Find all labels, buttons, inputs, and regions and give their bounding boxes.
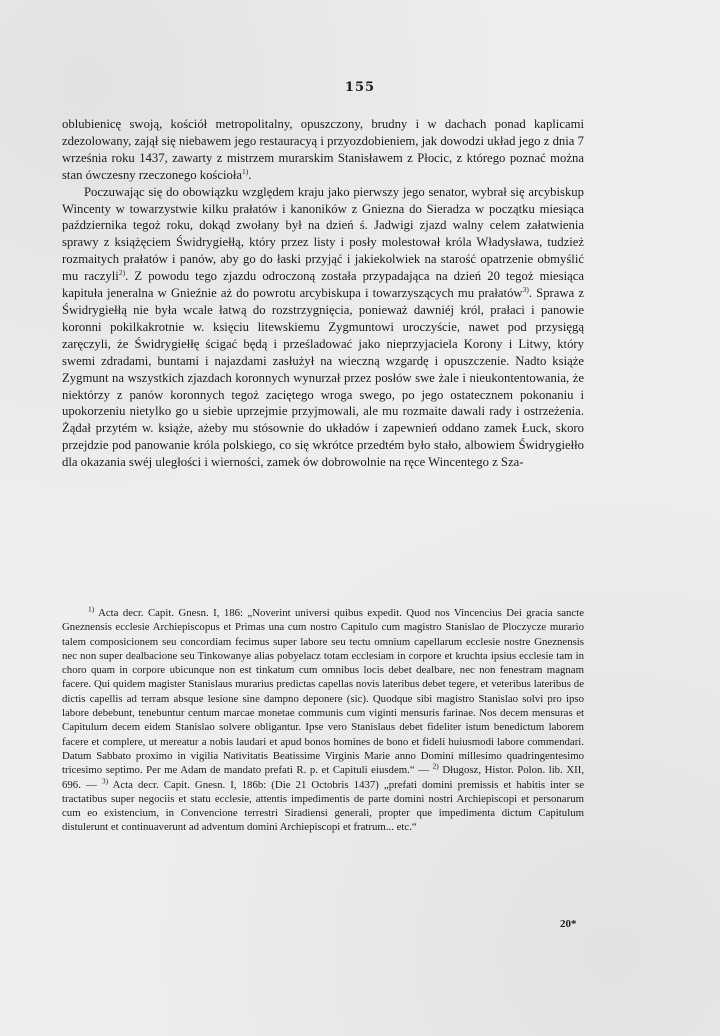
footnote-mark-1: 1) — [88, 604, 95, 614]
footnote-ref-3: 3) — [522, 284, 529, 294]
page-number: 155 — [344, 80, 376, 95]
paragraph-2-text-c: . Sprawa z Świdrygiełłą nie była wcale łatwą do rozstrzygnięcia, ponieważ dawniéj król, prałaci i panowie koronni pokilkakrotnie w. księciu litewskiemu Zygmuntowi uroczyście, nawet pod przysięgą zaręczyli, że Świdrygiełłę ścigać będą i prześladować jako nieprzyjaciela Korony i Litwy, który swemi zdradami, buntami i najazdami zasłużył na wieczną wzgardę i opuszczenie. Nadto książe Zygmunt na wszystkich zjazdach koronnych wynurzał przez posłów swe żale i nieukontentowania, że niektórzy z panów koronnych tegoż zaciętego wroga swego, po jego ostatecznem pokonaniu i upokorzeniu nietylko go u siebie uprzejmie przyjmowali, ale mu rozmaite dawali rady i ostrzeżenia. Żądał przytém w. książe, ażeby mu stósownie do układów i zapewnień oddano zamek Łuck, skoro przejdzie pod panowanie króla polskiego, co się wkrótce przedtém było stało, albowiem Świdrygiełło dla okazania swéj uległości i wierności, zamek ów dobrowolnie na ręce Wincentego z Sza- — [62, 286, 584, 470]
footnote-ref-2: 2) — [118, 267, 126, 277]
footnote-1-text: Acta decr. Capit. Gnesn. I, 186: „Noverint universi quibus expedit. Quod nos Vincencius Dei gracia sancte Gneznensis ecclesie Archiepiscopus et Primas una cum nostro Capitulo cum magistro Stanislao de Ploczycze murario talem composicionem seu concordiam fecimus super labore seu tectu omnium capellarum ecclesie nostre Gneznensis nec non super dealbacione seu Tinkowanye alias pobyelacz totam ecclesiam in corpore et kruchta ipsius ecclesie tam in choro quam in corpore ubicunque non est tinkatum cum omnibus locis debet dealbare, nec non fenestram magnam facere. Qui quidem magister Stanislaus murarius predictas capellas novis lateribus debet tegere, et veteribus lateribus de dictis capellis ad terram absque lesione sine dampno deponere (sic). Quodque sibi magistro Stanislao solvi pro ipso labore debebunt, tenebuntur centum marcae monetae communis cum viginti mensuris farinae. Nos decem mensuras et Capitulum decem eidem Stanislao solvere obligantur. Ipse vero Stanislaus debet fideliter istum benedictum laborem facere et complere, ut mereatur a nobis laudari et apud bonos homines de bono et fideli huiusmodi labore commendari. Datum Sabbato proximo in vigilia Nativitatis Beatissime Virginis Marie anno Domini millesimo quadringentesimo tricesimo septimo. Per me Adam de mandato prefati R. p. et Capituli eiusdem.“ — — [62, 607, 584, 777]
footnote-3-text: Acta decr. Capit. Gnesn. I, 186b: (Die 21 Octobris 1437) „prefati domini premissis et habitis inter se tractatibus super negociis et statu ecclesie, attentis impedimentis de parte domini nostri Archiepiscopi et personarum cum eo existencium, in Convencione terrestri Siradiensi generali, propter que impedimenta dictum Capitulum distulerunt et continuaverunt ad adventum domini Archiepiscopi et fratrum... etc.“ — [62, 778, 585, 834]
paragraph-2-text-b: . Z powodu tego zjazdu odroczoną została przypadająca na dzień 20 tegoż miesiąca kapituła jeneralna w Gnieźnie aż do powrotu arcybiskupa i towarzyszących mu prałatów — [62, 269, 584, 301]
footnotes — [62, 606, 584, 835]
footnote-mark-3: 3) — [101, 775, 109, 785]
footnote-ref-1: 1) — [242, 166, 249, 176]
footnote-mark-2: 2) — [432, 761, 439, 771]
main-text — [62, 116, 584, 471]
paragraph-2 — [62, 184, 584, 471]
paragraph-1-text: oblubienicę swoją, kościół metropolitalny, opuszczony, brudny i w dachach ponad kaplicami zdezolowany, zajął się niebawem jego restauracyą i przyozdobieniem, jak dowodzi układ jego z dnia 7 września roku 1437, zawarty z mistrzem murarskim Stanisławem z Płocic, z którego poznać można stan ówczesny rzeczonego kościoła — [62, 117, 584, 182]
footnote-2-text: Długosz, Histor. Polon. lib. XII, 696. — — [62, 764, 585, 791]
paragraph-2-text-a: Poczuwając się do obowiązku względem kraju jako pierwszy jego senator, wybrał się arcybiskup Wincenty w towarzystwie kilku prałatów i kanoników z Gniezna do Sieradza w początku miesiąca października tegoż roku, dokąd zwołany był na dzień ś. Jadwigi zjazd walny celem załatwienia sprawy z książęciem Świdrygiełłą, który przez listy i posły molestował króla Władysława, tudzież rozmaitych prałatów i panów, aby go do łaski przyjąć i jakiekolwiek na starość opatrzenie obmyślić mu raczyli — [62, 184, 584, 284]
paragraph-1 — [62, 116, 584, 184]
footnote-block — [62, 606, 584, 835]
paragraph-1-end: . — [248, 167, 252, 182]
printer-signature: 20* — [560, 918, 577, 930]
